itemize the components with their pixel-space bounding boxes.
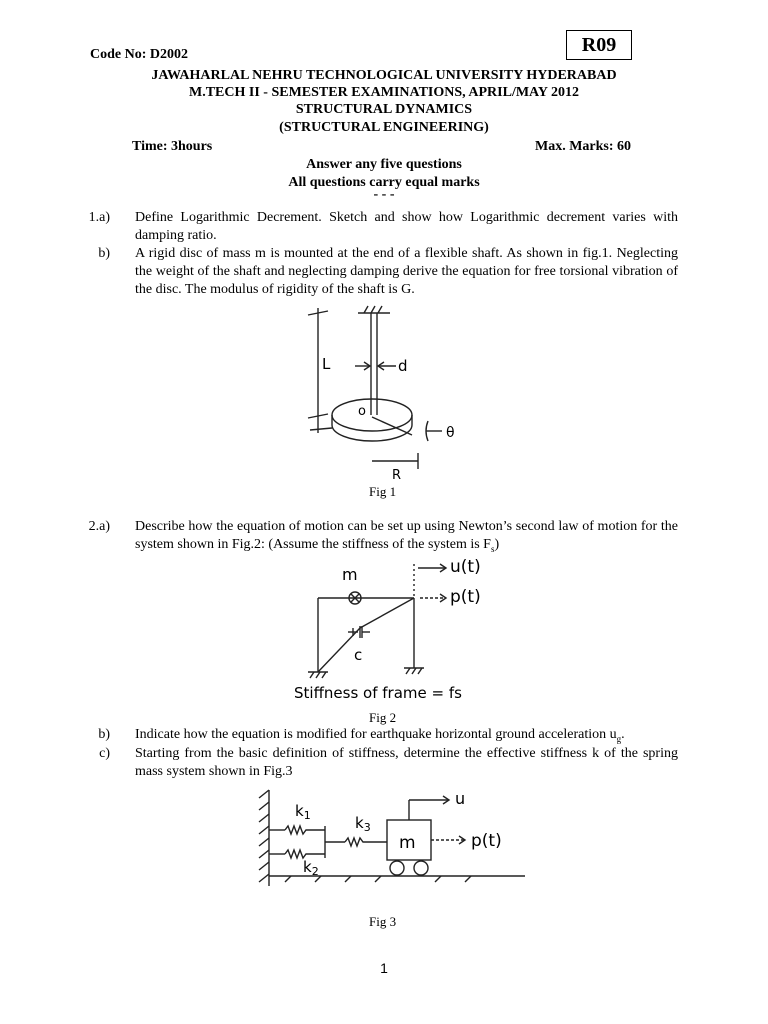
university-name: JAWAHARLAL NEHRU TECHNOLOGICAL UNIVERSITY HYDERABAD (151, 68, 617, 83)
question-1a-text: Define Logarithmic Decrement. Sketch and show how Logarithmic decrement varies with damping ratio. (135, 210, 678, 243)
page-number: 1 (380, 960, 388, 976)
fig3-label-k3: $k_3$ (355, 814, 371, 834)
exam-title: M.TECH II - SEMESTER EXAMINATIONS, APRIL/MAY 2012 (189, 85, 579, 100)
fig2-label-c: c (354, 646, 363, 664)
question-2b-text: Indicate how the equation is modified for earthquake horizontal ground acceleration $u_g$. (135, 727, 625, 744)
fig2-label-stiffness: Stiffness of frame = fs (294, 684, 462, 702)
fig1-label-theta: θ (446, 425, 455, 441)
fig3-label-k1: $k_1$ (295, 802, 311, 822)
figure-2-caption: Fig 2 (369, 710, 397, 725)
figure-1-caption: Fig 1 (369, 484, 397, 499)
fig1-label-L: L (322, 355, 331, 373)
instruction-line-2: All questions carry equal marks (288, 175, 480, 190)
question-2c-text: Starting from the basic definition of stiffness, determine the effective stiffness k of the spring mass system shown in Fig.3 (135, 746, 678, 779)
fig3-label-p: p(t) (471, 831, 502, 851)
branch-title: (STRUCTURAL ENGINEERING) (279, 120, 489, 135)
fig1-label-R: R (392, 468, 402, 483)
fig2-label-m: m (342, 565, 358, 584)
fig2-label-p: p(t) (450, 587, 481, 607)
fig1-label-d: d (398, 357, 408, 375)
fig3-label-u: u (455, 789, 466, 808)
fig2-label-u: u(t) (450, 557, 481, 577)
figure-1-disc-shaft (300, 303, 480, 483)
fig3-label-k2: $k_2$ (303, 858, 319, 878)
figure-3-spring-mass (255, 786, 535, 906)
question-2b-number: b) (98, 727, 110, 742)
exam-time: Time: 3hours (132, 139, 213, 154)
question-2c-number: c) (99, 746, 110, 761)
subject-title: STRUCTURAL DYNAMICS (295, 102, 473, 117)
question-1b-number: b) (98, 246, 110, 261)
question-2a-text: Describe how the equation of motion can be set up using Newton’s second law of motion for the system shown in Fig.2: (Assume the stiffness of the system is $F_s$) (135, 519, 678, 554)
question-1a-number: 1.a) (88, 210, 110, 225)
question-2a-number: 2.a) (88, 519, 110, 534)
code-number: Code No: D2002 (90, 47, 188, 62)
fig1-label-o: o (358, 404, 366, 419)
regulation-box: R09 (566, 30, 632, 60)
separator: - - - (373, 187, 395, 202)
question-1b-text: A rigid disc of mass m is mounted at the end of a flexible shaft. As shown in fig.1. Neglecting the weight of the shaft and neglecting damping derive the equation for free torsional vibration of the disc. The modulus of rigidity of the shaft is G. (135, 246, 678, 297)
max-marks: Max. Marks: 60 (535, 139, 632, 154)
instruction-line-1: Answer any five questions (306, 157, 462, 172)
figure-2-frame (290, 556, 530, 706)
figure-3-caption: Fig 3 (369, 914, 397, 929)
fig3-label-m: m (399, 833, 416, 853)
